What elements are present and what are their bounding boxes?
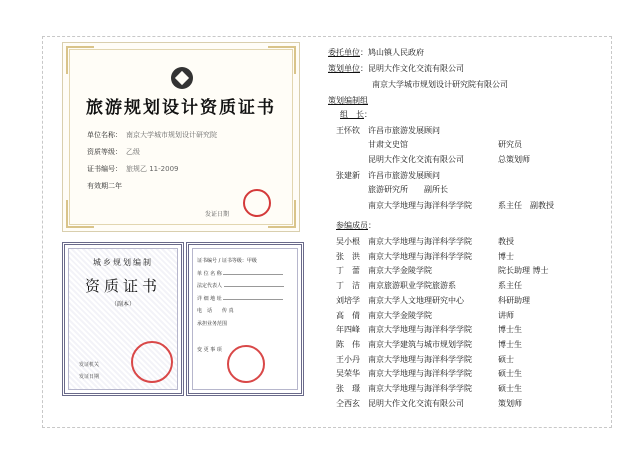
member-name: 刘培学 <box>336 295 360 305</box>
member-name: 丁 蕾 <box>336 266 360 276</box>
field-row <box>87 127 217 144</box>
team-heading <box>328 94 368 107</box>
leader-heading: 组 长： <box>340 110 372 119</box>
issuer-label: 发证机关 <box>79 362 100 368</box>
leader-org: 旅游研究所 副所长 <box>368 185 448 194</box>
member-label: 参编成员 <box>336 221 368 230</box>
field-row <box>87 144 217 161</box>
red-seal-icon <box>131 341 173 383</box>
detail-label: 单 位 名 称 <box>197 270 222 277</box>
certificate-title: 资质证书 <box>84 277 161 295</box>
planner-value: 昆明大作文化交流有限公司 <box>368 64 464 73</box>
member-org: 南京大学地理与海洋科学学院 <box>368 369 472 379</box>
member-row <box>312 250 514 263</box>
red-seal-icon <box>243 189 271 217</box>
member-org: 南京大学建筑与城市规划学院 <box>368 339 472 349</box>
member-name: 仝西玄 <box>336 398 360 408</box>
member-name: 陈 伟 <box>336 339 360 349</box>
member-org: 南京大学地理与海洋科学学院 <box>368 325 472 335</box>
corner-ornament <box>268 46 296 74</box>
certificate-fields <box>87 127 217 195</box>
leader-row <box>312 124 498 137</box>
member-name: 张 洪 <box>336 251 360 261</box>
member-row <box>312 367 522 380</box>
planner-value: 南京大学城市规划设计研究院有限公司 <box>372 80 508 89</box>
corner-ornament <box>66 200 94 228</box>
member-row <box>312 264 549 277</box>
detail-label: 法定代表人 <box>197 283 223 289</box>
detail-row <box>197 293 284 306</box>
member-row <box>312 309 514 322</box>
member-title: 策划师 <box>498 398 522 408</box>
leader-row <box>312 138 522 151</box>
member-name: 王小丹 <box>336 354 360 364</box>
member-name: 丁 洁 <box>336 281 360 291</box>
field-value: 南京大学城市规划设计研究院 <box>126 131 217 139</box>
leader-title: 系主任 副教授 <box>498 201 554 210</box>
field-label: 单位名称： <box>87 131 122 139</box>
tourism-planning-certificate <box>62 42 300 232</box>
detail-row <box>197 280 284 293</box>
member-title: 博士生 <box>498 339 522 349</box>
certificate-subtitle: 城乡规划编制 <box>93 258 153 267</box>
member-heading: 参编成员： <box>336 221 376 230</box>
detail-label: 详 细 地 址 <box>197 295 222 302</box>
leader-title: 总策划师 <box>498 155 530 164</box>
field-row <box>87 161 217 178</box>
member-row <box>312 323 522 336</box>
detail-row <box>197 305 284 318</box>
member-org: 南京大学地理与海洋科学学院 <box>368 237 472 246</box>
leader-label: 组 长 <box>340 110 364 119</box>
detail-label: 电 话 传 真 <box>197 308 234 314</box>
corner-ornament <box>268 200 296 228</box>
member-org: 南京大学金陵学院 <box>368 310 432 320</box>
field-value: 旅规乙 11-2009 <box>126 165 179 173</box>
member-org: 南京大学金陵学院 <box>368 266 432 276</box>
member-title: 硕士生 <box>498 369 522 379</box>
member-org: 昆明大作文化交流有限公司 <box>368 398 464 408</box>
leader-org: 昆明大作文化交流有限公司 <box>368 155 464 164</box>
member-org: 南京大学地理与海洋科学学院 <box>368 354 472 364</box>
member-row <box>312 235 514 248</box>
client-value: 鸠山镇人民政府 <box>368 48 424 57</box>
member-title: 博士 <box>498 251 514 261</box>
member-title: 博士生 <box>498 325 522 335</box>
leader-row <box>312 199 554 212</box>
field-label: 资质等级： <box>87 148 122 156</box>
detail-row <box>197 318 284 331</box>
team-label: 策划编制组 <box>328 96 368 105</box>
leader-org: 许昌市旅游发展顾问 <box>368 171 440 180</box>
certificate-title: 旅游规划设计资质证书 <box>86 98 276 118</box>
field-label: 证书编号： <box>87 165 122 173</box>
client-label: 委托单位 <box>328 48 360 57</box>
detail-label: 变 更 事 项 <box>197 347 222 353</box>
field-label: 有效期二年 <box>87 182 122 190</box>
member-name: 吴荣华 <box>336 369 360 379</box>
member-row <box>312 279 522 292</box>
member-title: 硕士 <box>498 354 514 364</box>
member-org: 南京大学地理与海洋科学学院 <box>368 251 472 261</box>
leader-row <box>312 183 498 196</box>
red-seal-icon <box>227 345 265 383</box>
member-title: 系主任 <box>498 281 522 291</box>
emblem-icon <box>171 67 193 89</box>
member-row <box>312 338 522 351</box>
member-title: 硕士生 <box>498 384 522 393</box>
member-name: 年四峰 <box>336 325 360 335</box>
leader-row <box>312 153 530 166</box>
leader-title: 研究员 <box>498 140 522 149</box>
detail-row <box>197 268 284 281</box>
member-name: 高 倩 <box>336 310 360 320</box>
urban-planning-certificate-copy <box>62 242 184 396</box>
copy-label: （副本） <box>110 301 135 308</box>
fill-line <box>223 274 283 275</box>
issue-date-label: 发证日期 <box>205 211 230 218</box>
fill-line <box>223 299 283 300</box>
member-org: 南京大学地理与海洋科学学院 <box>368 384 472 393</box>
leader-org: 南京大学地理与海洋科学学院 <box>368 201 472 210</box>
member-row <box>312 382 522 395</box>
planner-label: 策划单位 <box>328 64 360 73</box>
leader-row <box>312 169 498 182</box>
corner-ornament <box>66 46 94 74</box>
fill-line <box>224 286 284 287</box>
member-org: 南京大学人文地理研究中心 <box>368 295 464 305</box>
member-title: 科研助理 <box>498 295 530 305</box>
detail-label: 承担业务范围 <box>197 320 228 327</box>
client-row: 委托单位：鸠山镇人民政府 <box>328 48 424 57</box>
detail-row <box>197 255 284 268</box>
member-title: 教授 <box>498 237 514 246</box>
leader-org: 甘肃文史馆 <box>368 140 408 149</box>
planner-row-2 <box>372 78 508 91</box>
certificate-details-page <box>186 242 304 396</box>
planner-row: 策划单位：昆明大作文化交流有限公司 <box>328 64 464 73</box>
member-org: 南京旅游职业学院旅游系 <box>368 281 456 291</box>
member-name: 张 璟 <box>336 384 360 393</box>
member-row <box>312 294 530 307</box>
member-title: 院长助理 博士 <box>498 266 549 276</box>
field-value: 乙级 <box>126 148 140 156</box>
field-row <box>87 178 217 195</box>
member-name: 吴小根 <box>336 237 360 246</box>
issue-date-label: 发证日期 <box>79 374 100 380</box>
member-row <box>312 397 522 410</box>
member-row <box>312 353 514 366</box>
detail-lines <box>197 255 284 357</box>
leader-org: 许昌市旅游发展顾问 <box>368 126 440 135</box>
leader-name: 张建新 <box>336 171 360 180</box>
member-title: 讲师 <box>498 310 514 320</box>
leader-name: 王怀钦 <box>336 126 360 135</box>
detail-label: 证书编号 / 证书等级：甲级 <box>197 258 257 264</box>
